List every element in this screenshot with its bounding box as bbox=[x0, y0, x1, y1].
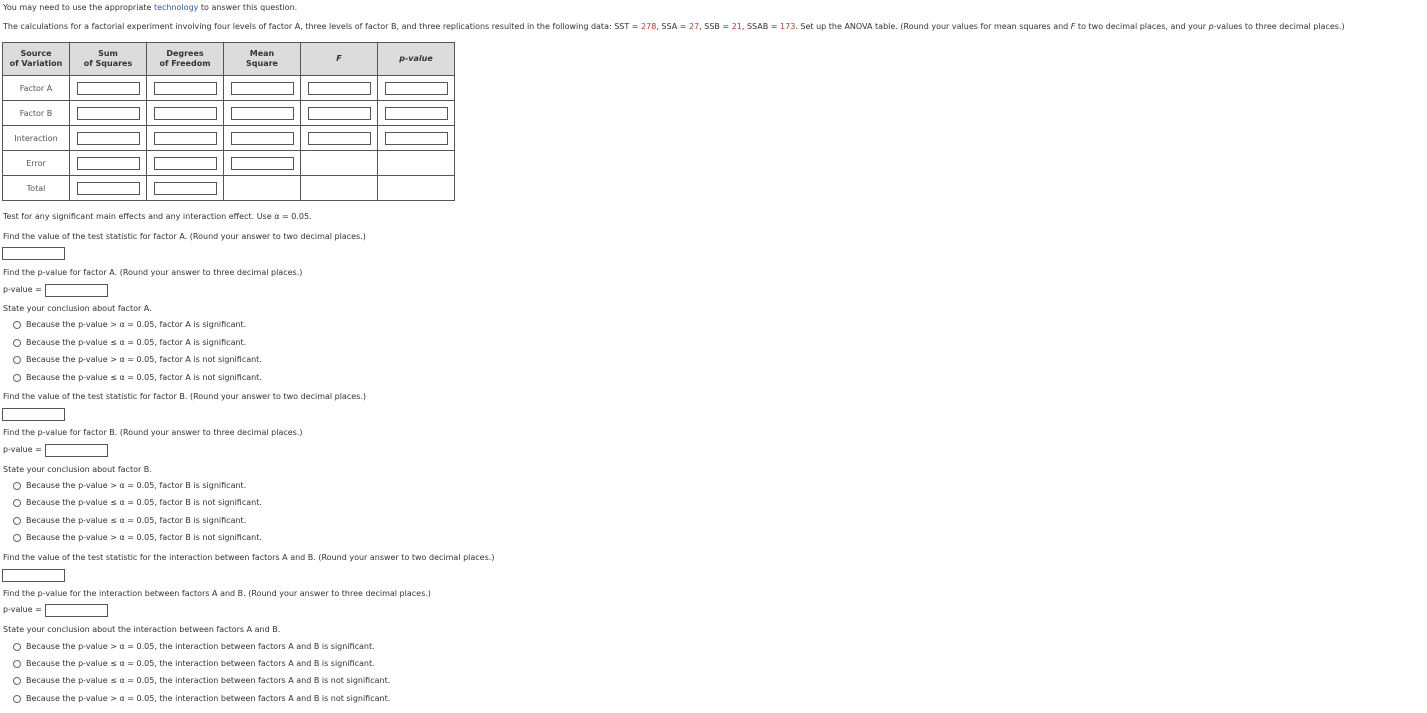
row-factor-b bbox=[3, 101, 455, 126]
header-ss-line1: Sum bbox=[98, 49, 118, 58]
df-factor-a-input[interactable] bbox=[154, 82, 217, 95]
radio-button[interactable] bbox=[13, 677, 21, 685]
option-label: Because the p-value > α = 0.05, factor A is significant. bbox=[26, 320, 247, 329]
df-total-input[interactable] bbox=[154, 182, 217, 195]
header-pvalue: p-value bbox=[378, 43, 455, 76]
ms-factor-a-input[interactable] bbox=[231, 82, 294, 95]
factor-b-option-3[interactable] bbox=[13, 516, 246, 525]
factor-a-option-3[interactable] bbox=[13, 355, 262, 364]
radio-button[interactable] bbox=[13, 339, 21, 347]
row-label-interaction: Interaction bbox=[3, 126, 70, 151]
option-label: Because the p-value ≤ α = 0.05, the interaction between factors A and B is not significant. bbox=[26, 676, 391, 685]
ss-factor-b-input[interactable] bbox=[77, 107, 140, 120]
sst-value: 278 bbox=[641, 22, 657, 31]
row-total bbox=[3, 176, 455, 201]
cell-empty bbox=[378, 176, 455, 201]
option-label: Because the p-value ≤ α = 0.05, factor A is not significant. bbox=[26, 373, 262, 382]
option-label: Because the p-value ≤ α = 0.05, factor B is not significant. bbox=[26, 498, 262, 507]
problem-text-6: to two decimal places, and your bbox=[1075, 22, 1209, 31]
factor-a-option-2[interactable] bbox=[13, 338, 246, 347]
ss-total-input[interactable] bbox=[77, 182, 140, 195]
row-label-factor-a: Factor A bbox=[3, 76, 70, 101]
option-label: Because the p-value > α = 0.05, factor A is not significant. bbox=[26, 355, 262, 364]
f-factor-b-input[interactable] bbox=[308, 107, 371, 120]
cell bbox=[301, 76, 378, 101]
row-label-total: Total bbox=[3, 176, 70, 201]
f-symbol: F bbox=[1070, 22, 1076, 31]
factor-a-conclusion-question: State your conclusion about factor A. bbox=[3, 304, 152, 313]
interaction-stat-input[interactable] bbox=[2, 569, 65, 582]
header-ms bbox=[224, 43, 301, 76]
ssa-value: 27 bbox=[688, 22, 700, 31]
header-ss bbox=[70, 43, 147, 76]
ss-factor-a-input[interactable] bbox=[77, 82, 140, 95]
header-source-line2: of Variation bbox=[9, 59, 63, 68]
interaction-option-4[interactable] bbox=[13, 694, 390, 703]
cell bbox=[147, 101, 224, 126]
cell-empty bbox=[224, 176, 301, 201]
radio-button[interactable] bbox=[13, 356, 21, 364]
problem-text-7: -values to three decimal places.) bbox=[1213, 22, 1345, 31]
ss-error-input[interactable] bbox=[77, 157, 140, 170]
interaction-p-input[interactable] bbox=[45, 604, 108, 617]
ssab-value: 173 bbox=[780, 22, 796, 31]
option-label: Because the p-value ≤ α = 0.05, factor B is significant. bbox=[26, 516, 247, 525]
header-source bbox=[3, 43, 70, 76]
cell bbox=[224, 76, 301, 101]
factor-a-option-4[interactable] bbox=[13, 373, 262, 382]
ms-factor-b-input[interactable] bbox=[231, 107, 294, 120]
radio-button[interactable] bbox=[13, 643, 21, 651]
problem-text-2: , SSA = bbox=[656, 22, 689, 31]
radio-button[interactable] bbox=[13, 660, 21, 668]
factor-a-stat-input[interactable] bbox=[2, 247, 65, 260]
radio-button[interactable] bbox=[13, 534, 21, 542]
ms-interaction-input[interactable] bbox=[231, 132, 294, 145]
factor-b-p-input[interactable] bbox=[45, 444, 108, 457]
row-factor-a bbox=[3, 76, 455, 101]
anova-table bbox=[2, 42, 455, 201]
cell bbox=[147, 126, 224, 151]
factor-a-option-1[interactable] bbox=[13, 320, 246, 329]
cell-empty bbox=[378, 151, 455, 176]
problem-statement bbox=[3, 22, 1345, 31]
interaction-p-label: p-value = bbox=[3, 605, 42, 614]
df-error-input[interactable] bbox=[154, 157, 217, 170]
header-ms-line1: Mean bbox=[249, 49, 275, 58]
cell bbox=[70, 126, 147, 151]
header-ms-line2: Square bbox=[246, 59, 278, 68]
option-label: Because the p-value > α = 0.05, the interaction between factors A and B is not significant. bbox=[26, 694, 391, 703]
pvalue-factor-a-input[interactable] bbox=[385, 82, 448, 95]
factor-a-p-label: p-value = bbox=[3, 285, 42, 294]
pvalue-factor-b-input[interactable] bbox=[385, 107, 448, 120]
option-label: Because the p-value > α = 0.05, factor B is not significant. bbox=[26, 533, 262, 542]
df-interaction-input[interactable] bbox=[154, 132, 217, 145]
cell bbox=[378, 101, 455, 126]
cell bbox=[147, 151, 224, 176]
interaction-stat-question: Find the value of the test statistic for the interaction between factors A and B. (Round your answer to two decimal places.) bbox=[3, 553, 495, 562]
intro-text bbox=[3, 3, 297, 12]
factor-b-p-question: Find the p-value for factor B. (Round your answer to three decimal places.) bbox=[3, 428, 303, 437]
cell bbox=[378, 76, 455, 101]
cell bbox=[70, 151, 147, 176]
cell bbox=[147, 176, 224, 201]
interaction-p-question: Find the p-value for the interaction between factors A and B. (Round your answer to three decimal places.) bbox=[3, 589, 431, 598]
cell-empty bbox=[301, 176, 378, 201]
header-f: F bbox=[301, 43, 378, 76]
cell bbox=[301, 101, 378, 126]
problem-text-5: . Set up the ANOVA table. (Round your values for mean squares and bbox=[795, 22, 1071, 31]
radio-button[interactable] bbox=[13, 374, 21, 382]
intro-post: to answer this question. bbox=[198, 3, 298, 12]
factor-a-stat-question: Find the value of the test statistic for factor A. (Round your answer to two decimal places.) bbox=[3, 232, 366, 241]
row-interaction bbox=[3, 126, 455, 151]
cell bbox=[224, 126, 301, 151]
factor-b-option-2[interactable] bbox=[13, 498, 262, 507]
cell bbox=[147, 76, 224, 101]
radio-button[interactable] bbox=[13, 321, 21, 329]
factor-b-conclusion-question: State your conclusion about factor B. bbox=[3, 465, 152, 474]
header-df-line2: of Freedom bbox=[159, 59, 211, 68]
header-df bbox=[147, 43, 224, 76]
test-instructions: Test for any significant main effects and any interaction effect. Use α = 0.05. bbox=[3, 212, 312, 221]
p-symbol: p bbox=[1208, 22, 1214, 31]
factor-b-option-1[interactable] bbox=[13, 481, 246, 490]
option-label: Because the p-value ≤ α = 0.05, the interaction between factors A and B is significant. bbox=[26, 659, 375, 668]
cell bbox=[70, 176, 147, 201]
cell bbox=[70, 76, 147, 101]
factor-a-p-input[interactable] bbox=[45, 284, 108, 297]
factor-b-option-4[interactable] bbox=[13, 533, 262, 542]
radio-button[interactable] bbox=[13, 499, 21, 507]
option-label: Because the p-value > α = 0.05, the interaction between factors A and B is significant. bbox=[26, 642, 375, 651]
technology-link[interactable]: technology bbox=[153, 3, 199, 12]
factor-b-stat-input[interactable] bbox=[2, 408, 65, 421]
radio-button[interactable] bbox=[13, 695, 21, 703]
interaction-option-2[interactable] bbox=[13, 659, 375, 668]
cell bbox=[224, 101, 301, 126]
header-df-line1: Degrees bbox=[166, 49, 204, 58]
ms-error-input[interactable] bbox=[231, 157, 294, 170]
cell-empty bbox=[301, 151, 378, 176]
radio-button[interactable] bbox=[13, 517, 21, 525]
pvalue-interaction-input[interactable] bbox=[385, 132, 448, 145]
problem-text-1: The calculations for a factorial experiment involving four levels of factor A, three levels of factor B, and three replications resulted in the following data: SST = bbox=[3, 22, 642, 31]
interaction-option-1[interactable] bbox=[13, 642, 375, 651]
f-factor-a-input[interactable] bbox=[308, 82, 371, 95]
row-label-factor-b: Factor B bbox=[3, 101, 70, 126]
problem-text-3: , SSB = bbox=[699, 22, 732, 31]
ss-interaction-input[interactable] bbox=[77, 132, 140, 145]
anova-header-row bbox=[3, 43, 455, 76]
factor-b-p-label: p-value = bbox=[3, 445, 42, 454]
radio-button[interactable] bbox=[13, 482, 21, 490]
interaction-option-3[interactable] bbox=[13, 676, 390, 685]
cell bbox=[70, 101, 147, 126]
cell bbox=[301, 126, 378, 151]
header-source-line1: Source bbox=[20, 49, 52, 58]
header-ss-line2: of Squares bbox=[83, 59, 133, 68]
ssb-value: 21 bbox=[731, 22, 742, 31]
option-label: Because the p-value ≤ α = 0.05, factor A is significant. bbox=[26, 338, 247, 347]
cell bbox=[378, 126, 455, 151]
intro-pre: You may need to use the appropriate bbox=[3, 3, 154, 12]
row-error bbox=[3, 151, 455, 176]
problem-text-4: , SSAB = bbox=[741, 22, 781, 31]
factor-b-stat-question: Find the value of the test statistic for factor B. (Round your answer to two decimal places.) bbox=[3, 392, 367, 401]
df-factor-b-input[interactable] bbox=[154, 107, 217, 120]
row-label-error: Error bbox=[3, 151, 70, 176]
cell bbox=[224, 151, 301, 176]
option-label: Because the p-value > α = 0.05, factor B is significant. bbox=[26, 481, 247, 490]
factor-a-p-question: Find the p-value for factor A. (Round your answer to three decimal places.) bbox=[3, 268, 303, 277]
interaction-conclusion-question: State your conclusion about the interaction between factors A and B. bbox=[3, 625, 281, 634]
f-interaction-input[interactable] bbox=[308, 132, 371, 145]
